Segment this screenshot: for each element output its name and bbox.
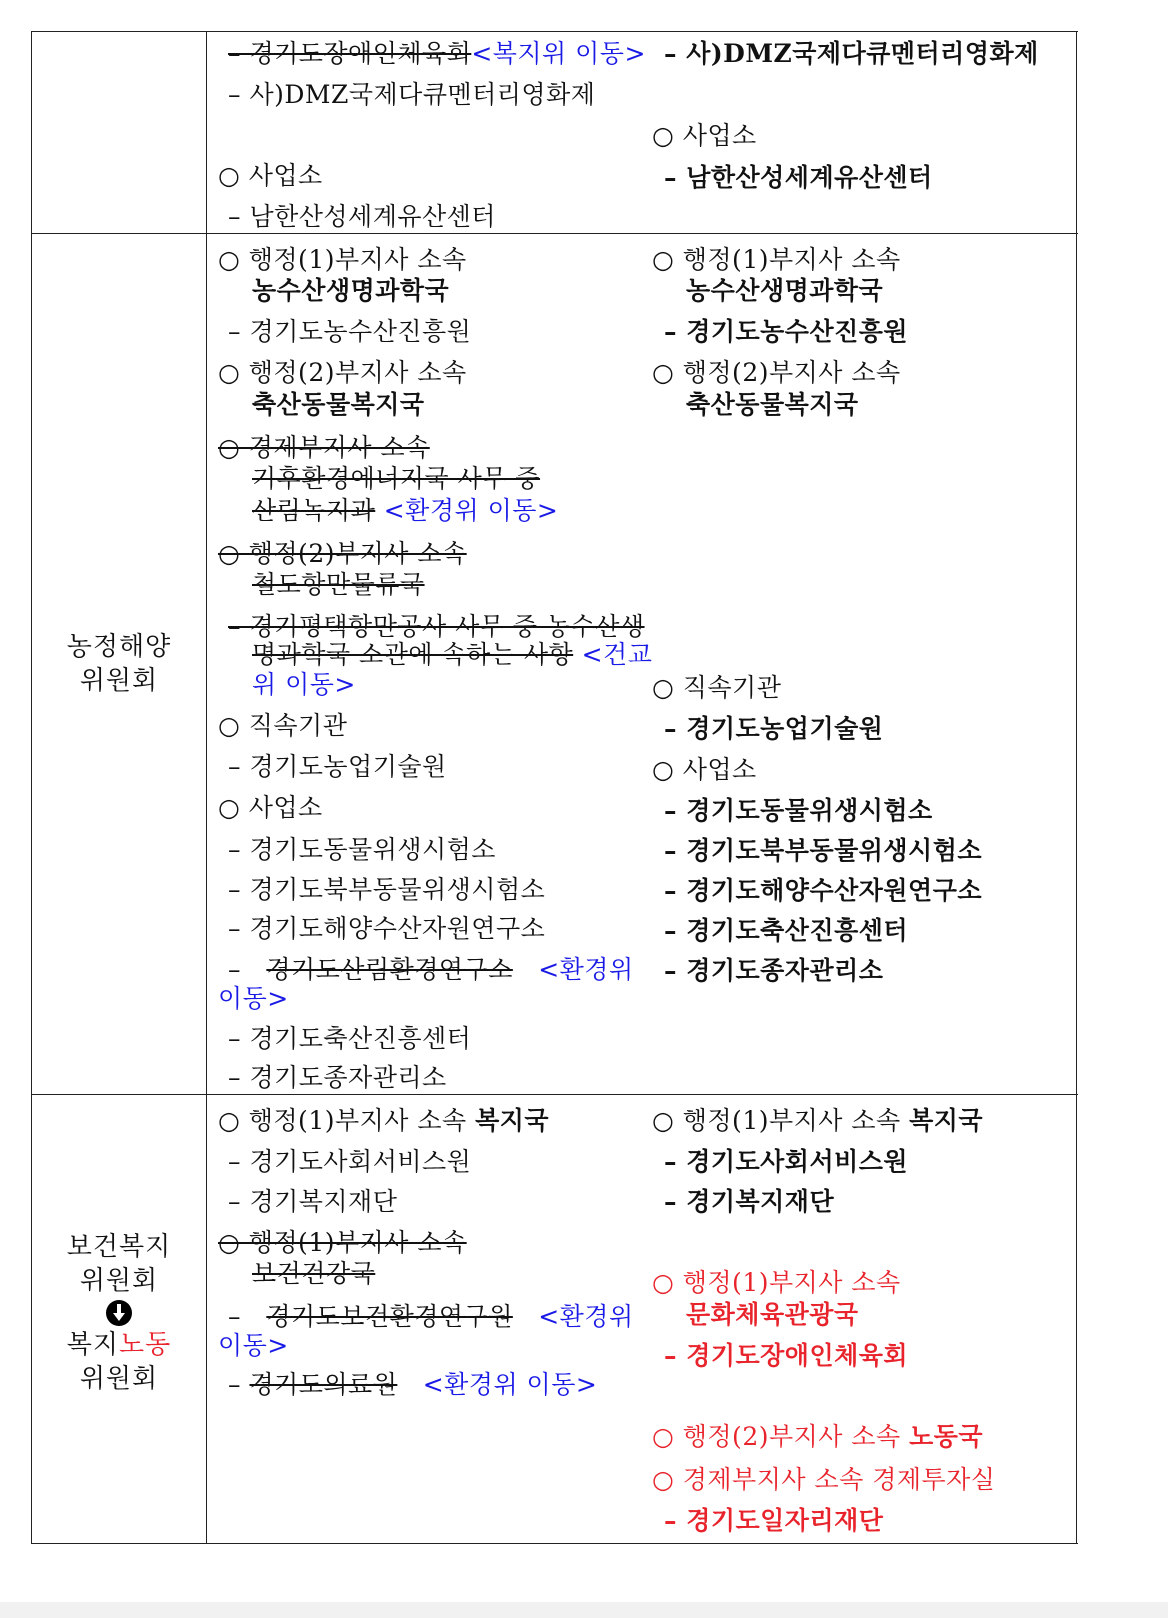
row2-left-l7: 기후환경에너지국 사무 중 [252,464,541,493]
row3-right-r2: – 경기도사회서비스원 [664,1147,909,1176]
text-bold: 복지국 [475,1106,550,1135]
row2-left-l3: – 경기도농수산진흥원 [228,317,472,346]
row2-left-l19: – 경기도해양수산자원연구소 [228,914,546,943]
move-note: <환경위 [538,955,634,984]
text-bold: 노동국 [909,1422,984,1451]
row2-right-r10: – 경기도북부동물위생시험소 [664,836,983,865]
row3-label [32,1230,206,1396]
row2-left-l18: – 경기도북부동물위생시험소 [228,875,546,904]
dash: – [228,955,241,984]
text: ○ 행정(2)부지사 소속 [652,1422,910,1451]
row2-left-l9 [218,539,467,569]
move-note: <환경위 [538,1302,634,1331]
struck-item: – 경기도장애인체육회 [228,39,472,68]
row2-right-r4: ○ 행정(2)부지사 소속 [652,358,901,387]
row1-left-line3: ○ 사업소 [218,161,323,190]
row3-label-line4: 위원회 [79,1364,159,1394]
label-part-red: 노동 [119,1330,172,1360]
row3-left-l8 [228,1370,597,1400]
move-note: <건교 [581,640,653,669]
row2-left-l21: 이동> [218,984,289,1013]
row3-right-r5: 문화체육관광국 [686,1300,859,1329]
row2-left-l22: – 경기도축산진흥센터 [228,1024,472,1053]
row2-right-r6: ○ 직속기관 [652,673,782,702]
row3-left-l3: – 경기복지재단 [228,1187,398,1216]
row1-left-line4: – 남한산성세계유산센터 [228,202,496,231]
row2-left-l2: 농수산생명과학국 [252,276,450,305]
row2-right-r5: 축산동물복지국 [686,390,859,419]
row2-right-r9: – 경기도동물위생시험소 [664,796,933,825]
row2-right-r11: – 경기도해양수산자원연구소 [664,876,983,905]
row3-right-r7 [652,1422,983,1452]
struck-item: 경기도산림환경연구소 [266,955,513,984]
struck-item: 산림녹지과 [252,496,376,525]
struck-item: ○ 행정(2)부지사 소속 [218,539,467,568]
dash: – [228,1302,241,1331]
row2-left-l14: ○ 직속기관 [218,711,348,740]
row-divider-1 [31,233,1078,234]
row2-left-l1: ○ 행정(1)부지사 소속 [218,245,467,274]
row3-label-line3 [32,1328,206,1362]
row2-left-l23: – 경기도종자관리소 [228,1063,447,1092]
text: ○ 행정(1)부지사 소속 [652,1106,910,1135]
move-note: <복지위 이동> [471,39,646,68]
row3-label-line2: 위원회 [79,1266,159,1296]
row3-label-line1: 보건복지 [66,1232,172,1262]
row3-left-l4: ○ 행정(1)부지사 소속 [218,1228,467,1257]
struck-item: 경기도보건환경연구원 [266,1302,513,1331]
down-arrow-circle-icon [106,1300,132,1326]
dash: – [228,1370,241,1399]
move-note: <환경위 이동> [422,1370,598,1399]
row2-left-l11 [228,612,645,642]
row3-right-r8: ○ 경제부지사 소속 경제투자실 [652,1465,996,1494]
row1-left-line2: – 사)DMZ국제다큐멘터리영화제 [228,80,596,109]
row3-left-l7: 이동> [218,1331,289,1360]
row2-left-l8 [252,496,558,526]
row3-left-l5: 보건건강국 [252,1259,376,1288]
row1-left-line1 [228,39,646,69]
page-footer-band [0,1602,1168,1618]
struck-item: 명과학국 소관에 속하는 사항 [252,640,574,669]
row1-right-line2: ○ 사업소 [652,121,757,150]
row2-left-l16: ○ 사업소 [218,793,323,822]
row3-left-l6 [228,1302,634,1332]
row2-right-r3: – 경기도농수산진흥원 [664,317,909,346]
row2-right-r12: – 경기도축산진흥센터 [664,916,909,945]
table-border-divider [206,31,207,1544]
struck-item: 경기도의료원 [249,1370,398,1399]
row2-left-l10: 철도항만물류국 [252,570,425,599]
label-part: 복지 [66,1330,119,1360]
row2-label-line2: 위원회 [79,666,159,696]
row3-right-r3: – 경기복지재단 [664,1187,835,1216]
struck-item: – 경기평택항만공사 사무 중 농수산생 [228,612,645,641]
row2-right-r1: ○ 행정(1)부지사 소속 [652,245,901,274]
text-bold: 복지국 [909,1106,984,1135]
text: ○ 행정(1)부지사 소속 [218,1106,476,1135]
row2-label [32,630,206,698]
row2-left-l20 [228,955,634,985]
row3-left-l1 [218,1106,549,1136]
row2-right-r8: ○ 사업소 [652,755,757,784]
row-divider-2 [31,1094,1078,1095]
row2-left-l17: – 경기도동물위생시험소 [228,835,496,864]
row2-right-r13: – 경기도종자관리소 [664,956,884,985]
row1-right-line3: – 남한산성세계유산센터 [664,163,933,192]
row2-left-l13: 위 이동> [252,670,356,699]
table-border-right [1076,31,1077,1544]
row3-right-r1 [652,1106,983,1136]
row3-right-r4: ○ 행정(1)부지사 소속 [652,1268,901,1297]
row3-right-r9: – 경기도일자리재단 [664,1506,884,1535]
row2-left-l12 [252,640,652,670]
row2-left-l4: ○ 행정(2)부지사 소속 [218,358,467,387]
table-border-top [31,31,1078,32]
row2-right-r7: – 경기도농업기술원 [664,714,884,743]
row2-left-l6: ○ 경제부지사 소속 [218,433,430,462]
row2-left-l15: – 경기도농업기술원 [228,752,447,781]
row2-label-line1: 농정해양 [66,632,172,662]
row3-left-l2: – 경기도사회서비스원 [228,1147,472,1176]
row3-right-r6: – 경기도장애인체육회 [664,1341,909,1370]
row1-right-line1: – 사)DMZ국제다큐멘터리영화제 [664,39,1039,68]
row2-right-r2: 농수산생명과학국 [686,276,884,305]
move-note: <환경위 이동> [383,496,559,525]
row2-left-l5: 축산동물복지국 [252,390,425,419]
table-border-bottom [31,1543,1078,1544]
